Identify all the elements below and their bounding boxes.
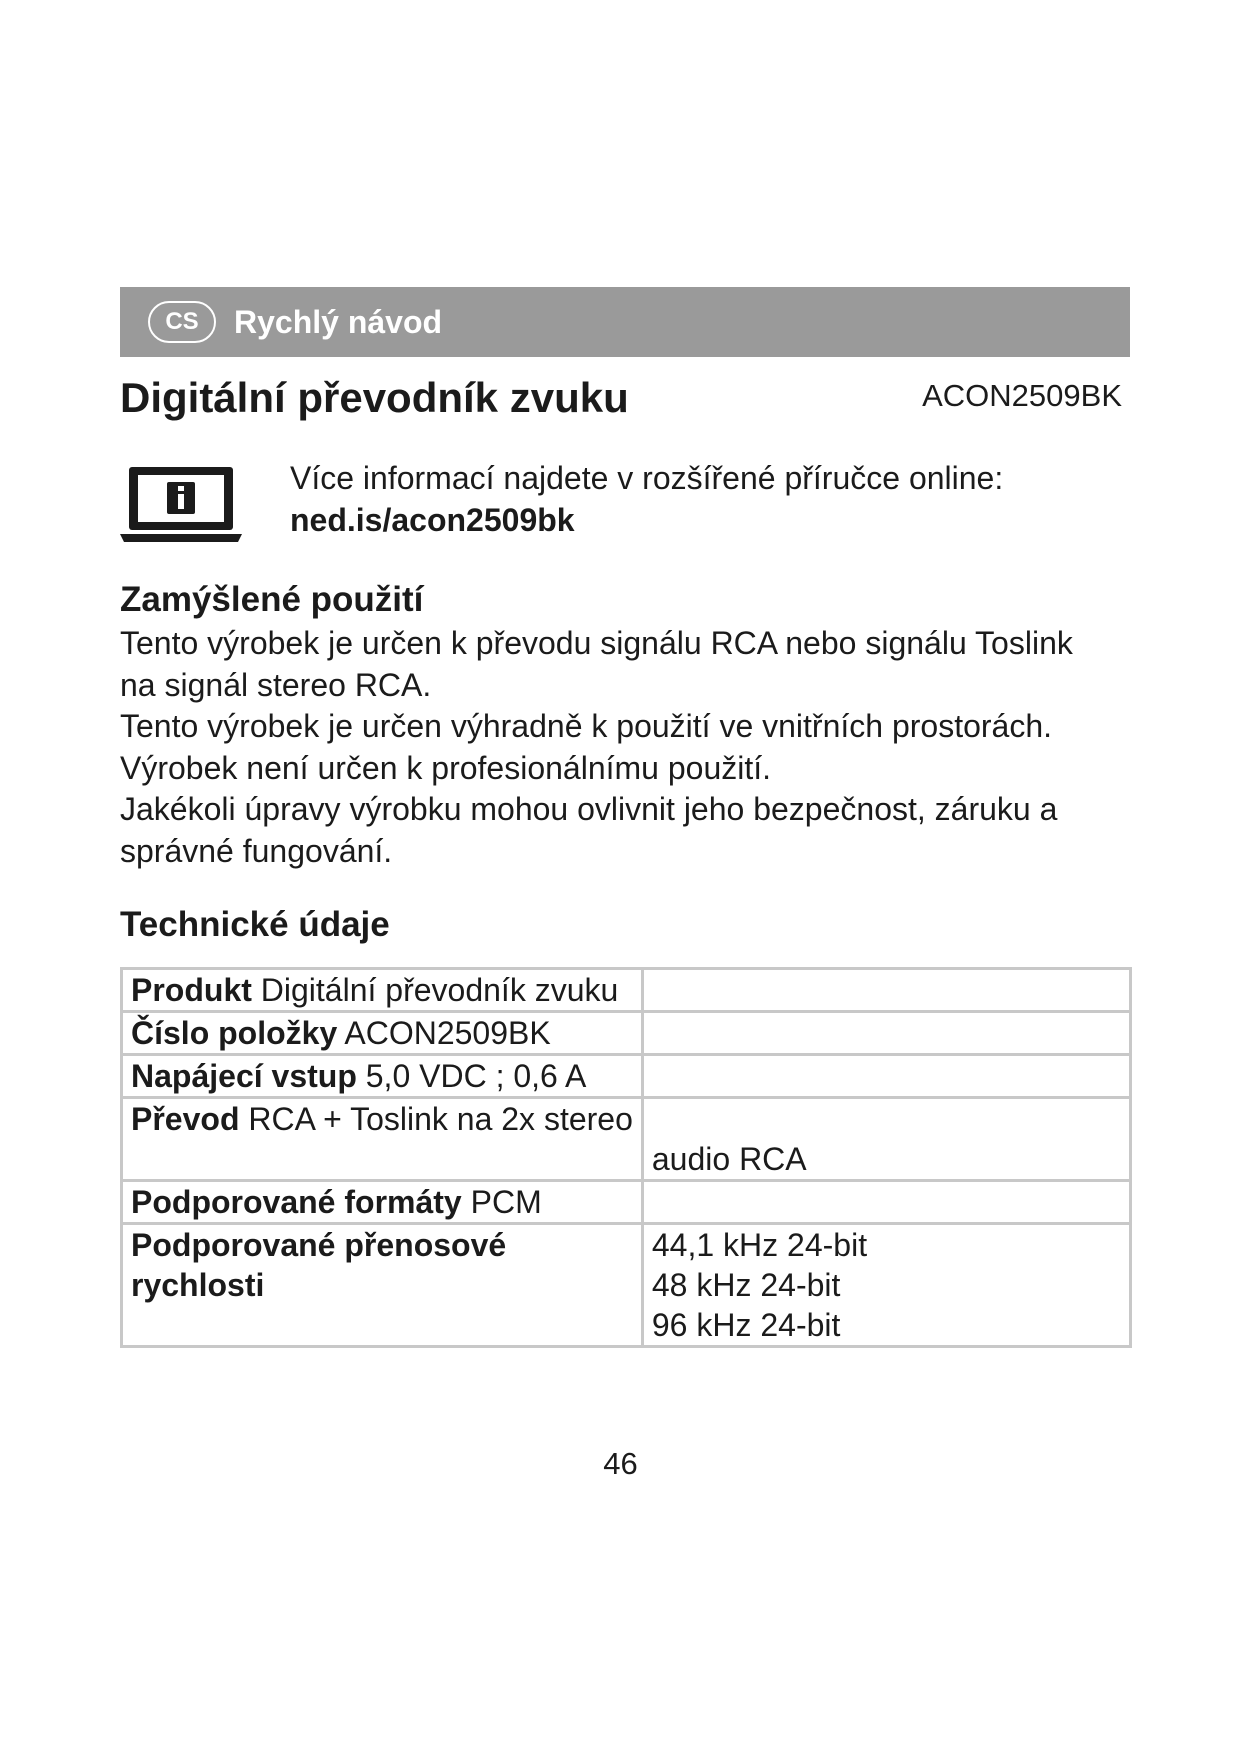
intended-use-line: správné fungování. bbox=[120, 832, 393, 869]
intended-use-line: Tento výrobek je určen k převodu signálu RCA nebo signálu Toslink bbox=[120, 625, 1073, 661]
spec-label: Podporované přenosové bbox=[131, 1227, 507, 1263]
spec-cell bbox=[122, 1224, 643, 1347]
spec-cell-empty bbox=[642, 1055, 1130, 1098]
spec-label: Produkt bbox=[131, 972, 252, 1008]
laptop-info-icon bbox=[120, 464, 242, 544]
info-text: Více informací najdete v rozšířené příručce online: bbox=[290, 460, 1004, 496]
spec-value: ACON2509BK bbox=[344, 1015, 551, 1051]
specs-table bbox=[120, 967, 1132, 1348]
info-block bbox=[290, 457, 1003, 541]
section-banner bbox=[120, 287, 1130, 357]
intended-use-heading: Zamýšlené použití bbox=[120, 580, 424, 619]
spec-cell bbox=[122, 1181, 643, 1224]
spec-value: 44,1 kHz 24-bit bbox=[651, 1227, 868, 1263]
table-row bbox=[122, 1055, 1131, 1098]
language-badge: CS bbox=[148, 301, 216, 343]
technical-data-heading: Technické údaje bbox=[120, 905, 390, 944]
table-row bbox=[122, 1098, 1131, 1181]
spec-cell-empty bbox=[642, 1181, 1130, 1224]
spec-cell bbox=[642, 1224, 1130, 1347]
section-title: Rychlý návod bbox=[234, 303, 443, 340]
spec-label: rychlosti bbox=[131, 1267, 265, 1303]
spec-label: Převod bbox=[131, 1101, 240, 1137]
spec-value: Digitální převodník zvuku bbox=[260, 972, 619, 1008]
intended-use-line: Jakékoli úpravy výrobku mohou ovlivnit jeho bezpečnost, záruku a bbox=[120, 791, 1058, 827]
manual-link[interactable]: ned.is/acon2509bk bbox=[290, 502, 575, 538]
spec-value: 48 kHz 24-bit bbox=[651, 1267, 841, 1303]
spec-label: Podporované formáty bbox=[131, 1184, 462, 1220]
spec-value: 96 kHz 24-bit bbox=[651, 1307, 841, 1343]
spec-cell bbox=[122, 1012, 643, 1055]
intended-use-body bbox=[120, 623, 1130, 872]
intended-use-line: na signál stereo RCA. bbox=[120, 666, 432, 703]
table-row bbox=[122, 1012, 1131, 1055]
spec-label: Napájecí vstup bbox=[131, 1058, 357, 1094]
table-row bbox=[122, 1181, 1131, 1224]
spec-cell bbox=[642, 1098, 1130, 1181]
page-number: 46 bbox=[603, 1446, 638, 1481]
item-code: ACON2509BK bbox=[922, 378, 1122, 413]
spec-value: PCM bbox=[470, 1184, 542, 1220]
intended-use-line: Výrobek není určen k profesionálnímu použití. bbox=[120, 749, 772, 786]
spec-cell bbox=[122, 1098, 643, 1181]
spec-label: Číslo položky bbox=[131, 1015, 338, 1051]
spec-cell bbox=[122, 969, 643, 1012]
spec-value-continued: audio RCA bbox=[651, 1141, 807, 1177]
spec-value: 5,0 VDC ; 0,6 A bbox=[365, 1058, 587, 1094]
spec-value: RCA + Toslink na 2x stereo bbox=[248, 1101, 633, 1137]
table-row bbox=[122, 1224, 1131, 1347]
spec-cell-empty bbox=[642, 969, 1130, 1012]
spec-cell bbox=[122, 1055, 643, 1098]
table-row bbox=[122, 969, 1131, 1012]
product-title: Digitální převodník zvuku bbox=[120, 374, 629, 421]
intended-use-line: Tento výrobek je určen výhradně k použití ve vnitřních prostorách. bbox=[120, 708, 1053, 744]
spec-cell-empty bbox=[642, 1012, 1130, 1055]
